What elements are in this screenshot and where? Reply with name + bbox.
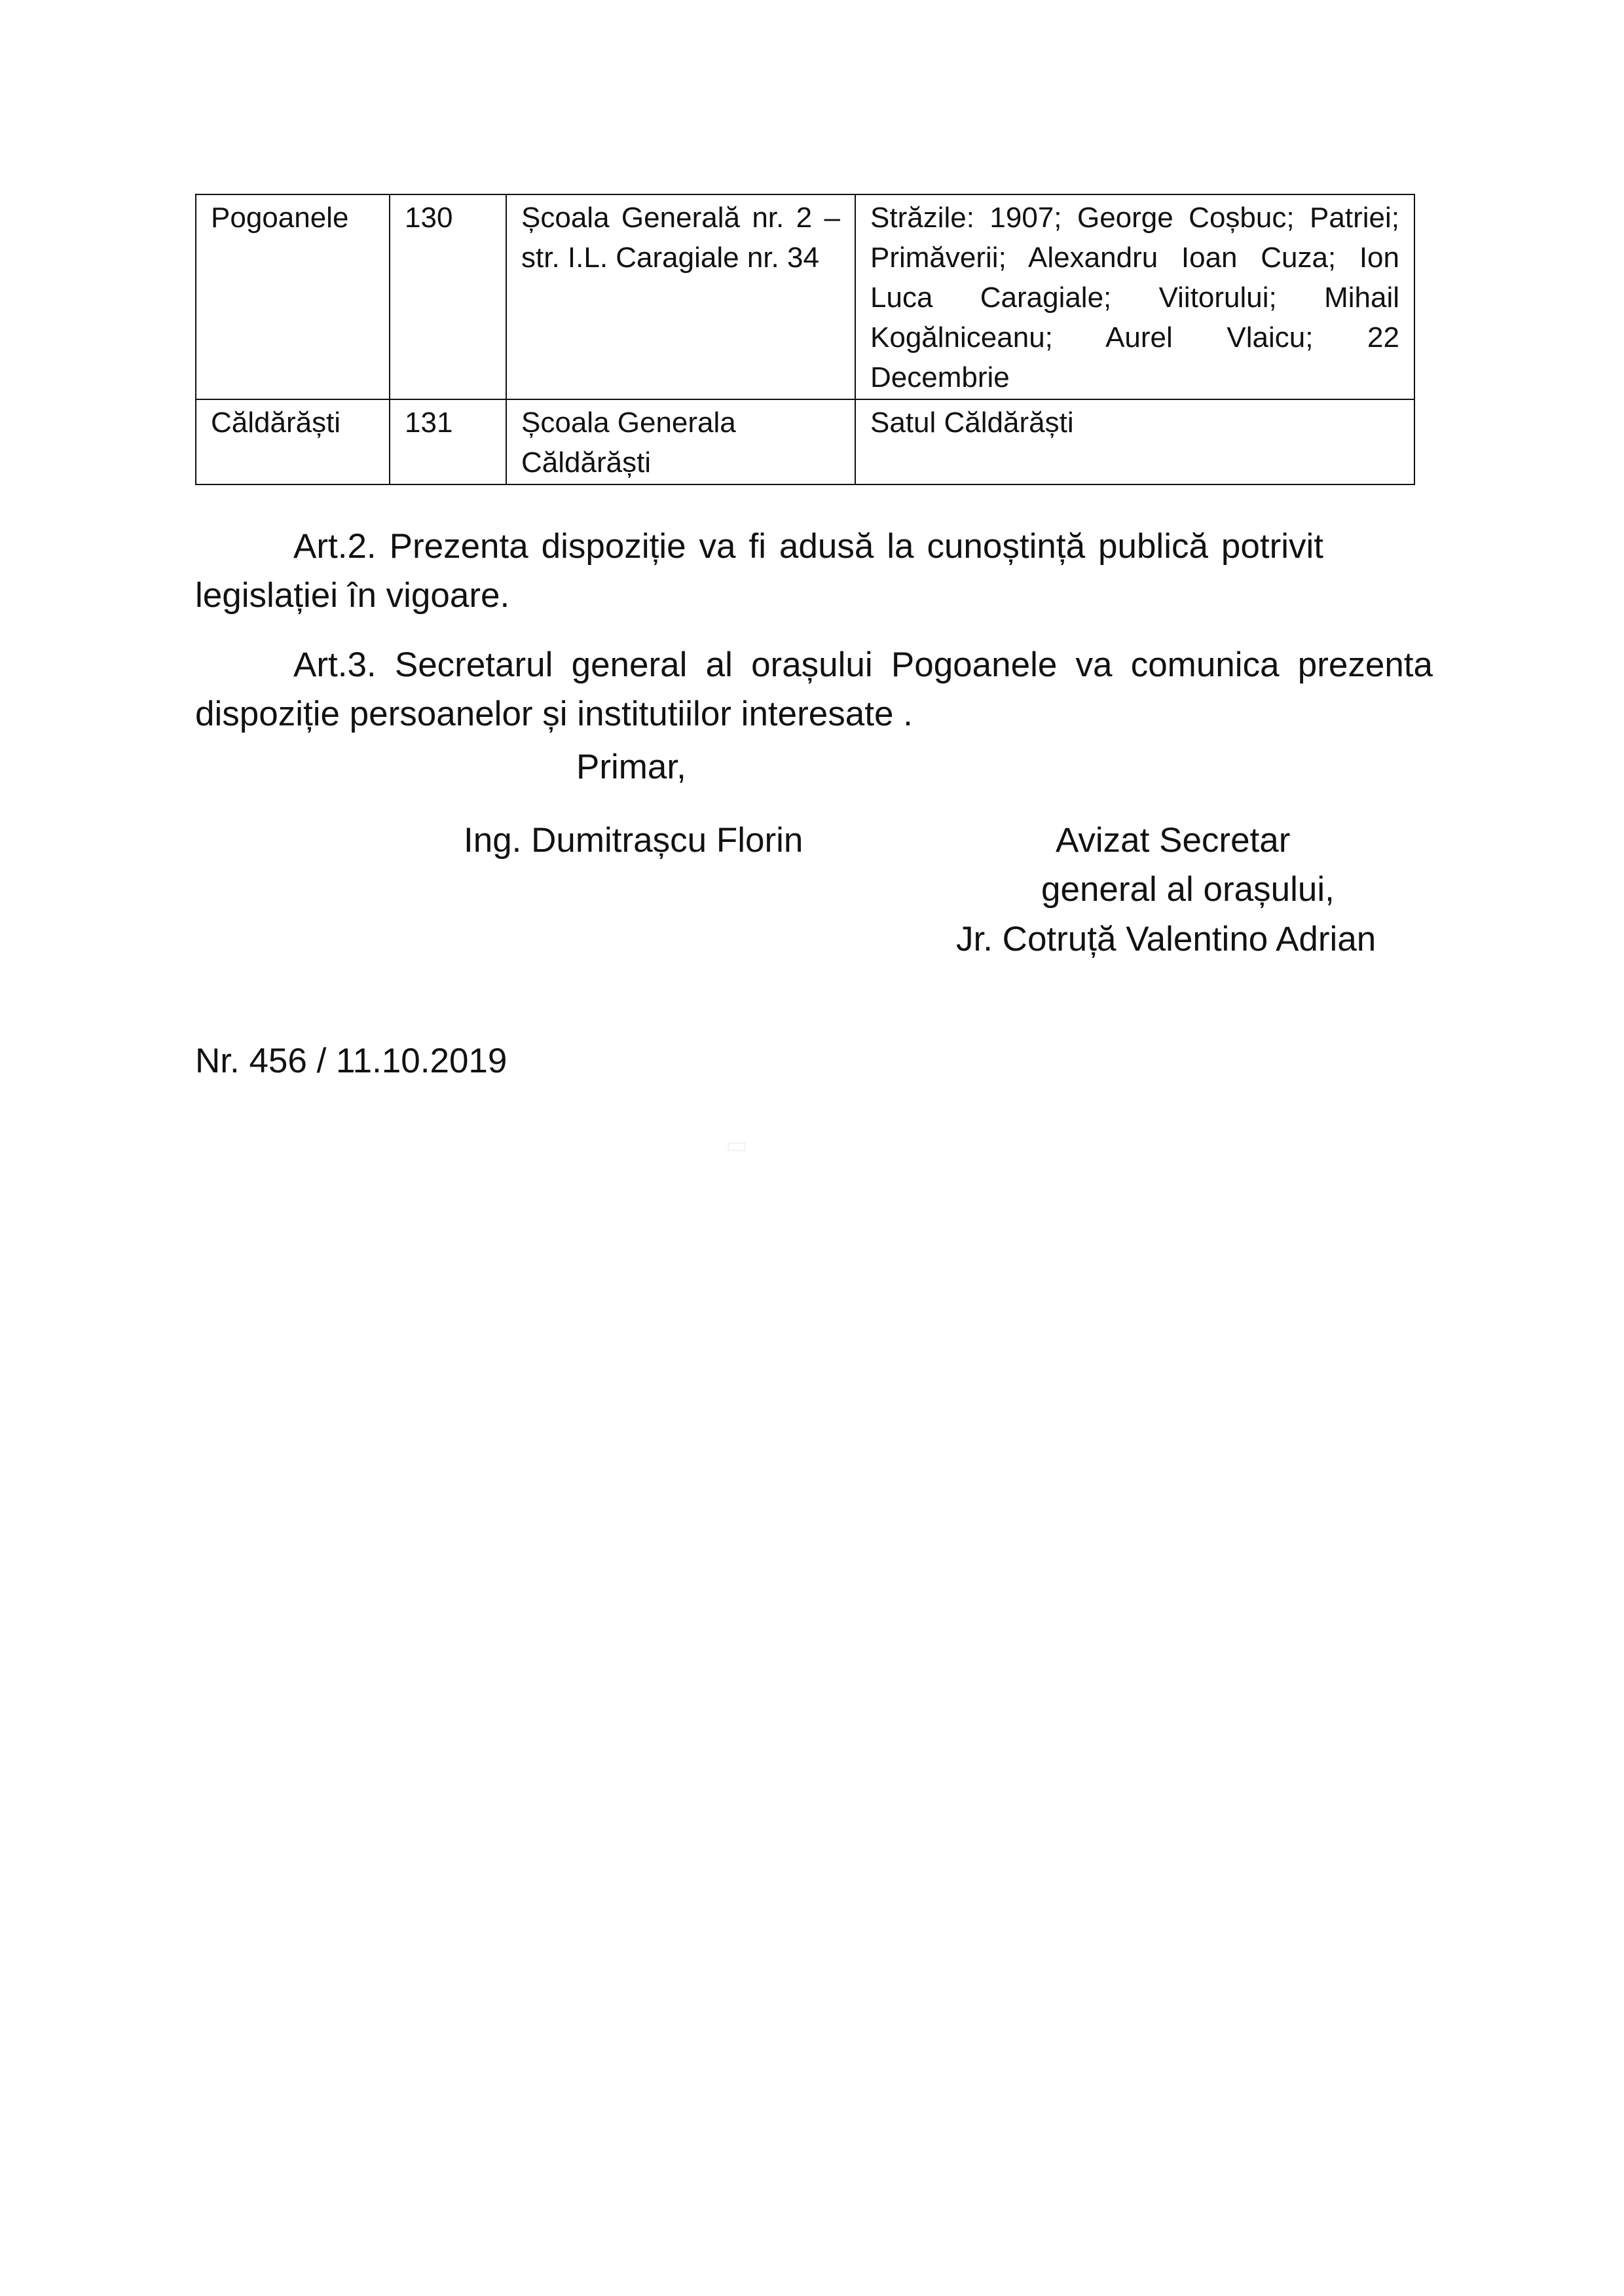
polling-stations-table bbox=[195, 194, 1415, 485]
table-row bbox=[196, 399, 1414, 484]
locality-cell: Pogoanele bbox=[196, 194, 390, 399]
secretary-name: Jr. Cotruță Valentino Adrian bbox=[956, 920, 1376, 958]
streets-cell: Satul Căldărăști bbox=[855, 399, 1414, 484]
streets-cell: Străzile: 1907; George Coșbuc; Patriei; Primăverii; Alexandru Ioan Cuza; Ion Luca Caragiale; Viitorului; Mihail Kogălniceanu; Aurel Vlaicu; 22 Decembrie bbox=[855, 194, 1414, 399]
document-number: Nr. 456 / 11.10.2019 bbox=[195, 1042, 507, 1080]
station-location-cell: Școala Generala Căldărăști bbox=[506, 399, 855, 484]
secretary-endorsement: Avizat Secretar bbox=[1056, 821, 1291, 860]
article-2-paragraph: Art.2. Prezenta dispoziție va fi adusă la cunoștință publică potrivit legislației în vigoare. bbox=[195, 527, 1323, 615]
station-location-cell: Școala Generală nr. 2 – str. I.L. Caragiale nr. 34 bbox=[506, 194, 855, 399]
locality-cell: Căldărăști bbox=[196, 399, 390, 484]
secretary-title: general al orașului, bbox=[1041, 870, 1335, 909]
mayor-name: Ing. Dumitrașcu Florin bbox=[464, 821, 803, 860]
station-number-cell: 131 bbox=[390, 399, 506, 484]
station-number-cell: 130 bbox=[390, 194, 506, 399]
article-3-paragraph: Art.3. Secretarul general al orașului Pogoanele va comunica prezenta dispoziție persoanelor și institutiilor interesate . bbox=[195, 646, 1433, 733]
watermark-logo: ▭ bbox=[726, 1131, 748, 1158]
mayor-title: Primar, bbox=[576, 748, 686, 786]
table-row bbox=[196, 194, 1414, 399]
